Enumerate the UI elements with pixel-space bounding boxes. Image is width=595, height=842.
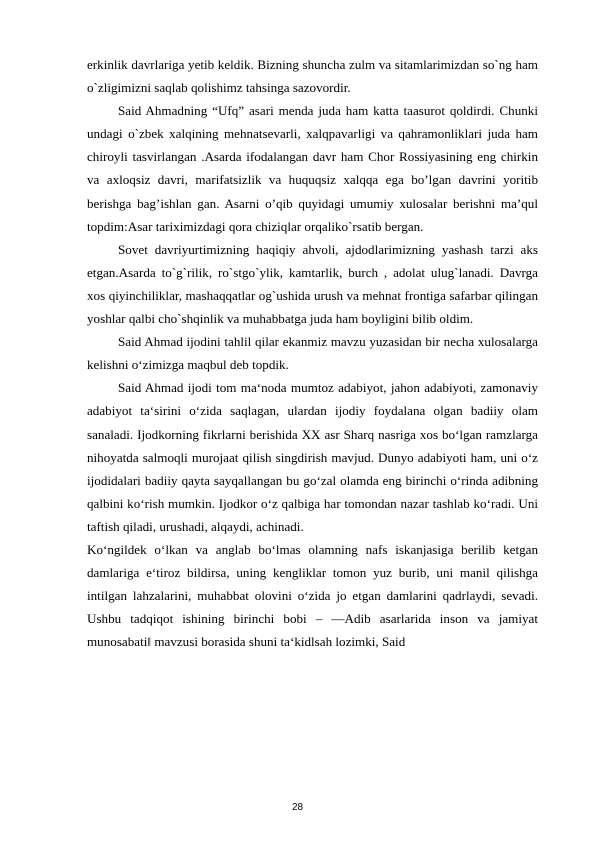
paragraph-4: Said Ahmad ijodini tahlil qilar ekanmiz mavzu yuzasidan bir necha xulosalarga kelishni o‘zimizga maqbul deb topdik. [87,334,538,373]
paragraph-6: Ko‘ngildek o‘lkan va anglab bo‘lmas olamning nafs iskanjasiga berilib ketgan damlariga e‘tiroz bildirsa, uning kengliklar tomon yuz burib, uni manil qilishga intilgan lahzalarini, muhabbat olovini o‘zida jo etgan damlarini qadrlaydi, sevadi. Ushbu tadqiqot ishining birinchi bobi – ―Adib asarlarida inson va jamiyat munosabati‖ mavzusi borasida shuni ta‘kidlsah lozimki, Said [87,541,538,650]
page-number: 28 [291,802,304,813]
paragraph-2: Said Ahmadning “Ufq” asari menda juda ham katta taasurot qoldirdi. Chunki undagi o`zbek xalqining mehnatsevarli, xalqpavarligi va qahramonliklari juda ham chiroyli tasvirlangan .Asarda ifodalangan davr ham Chor Rossiyasining eng chirkin va axloqsiz davri, marifatsizlik va huquqsiz xalqqa ega bo’lgan davrini yoritib berishga bag’ishlan gan. Asarni o’qib quyidagi umumiy xulosalar berishni ma’qul topdim:Asar tariximizdagi qora chiziqlar orqaliko`rsatib bergan. [87,103,538,234]
paragraph-5: Said Ahmad ijodi tom ma‘noda mumtoz adabiyot, jahon adabiyoti, zamonaviy adabiyot ta‘sirini o‘zida saqlagan, ulardan ijodiy foydalana olgan badiiy olam sanaladi. Ijodkorning fikrlarni berishida XX asr Sharq nasriga xos bo‘lgan ramzlarga nihoyatda salmoqli murojaat qilish singdirish mavjud. Dunyo adabiyoti ham, uni o‘z ijodidalari badiiy qayta sayqallangan bu go‘zal olamda eng birinchi o‘rinda adibning qalbini ko‘rish mumkin. Ijodkor o‘z qalbiga har tomondan nazar tashlab ko‘radi. Uni taftish qiladi, urushadi, alqaydi, achinadi. [87,380,538,534]
body-text [87,53,538,653]
paragraph-3: Sovet davriyurtimizning haqiqiy ahvoli, ajdodlarimizning yashash tarzi aks etgan.Asarda to`g`rilik, ro`stgo`ylik, kamtarlik, burch , adolat ulug`lanadi. Davrga xos qiyinchiliklar, mashaqqatlar og`ushida urush va mehnat frontiga safarbar qilingan yoshlar qalbi cho`shqinlik va muhabbatga juda ham boyligini bilib oldim. [87,241,538,327]
paragraph-1: erkinlik davrlariga yetib keldik. Bizning shuncha zulm va sitamlarimizdan so`ng ham o`zligimizni saqlab qolishimz tahsinga sazovordir. [87,57,538,96]
